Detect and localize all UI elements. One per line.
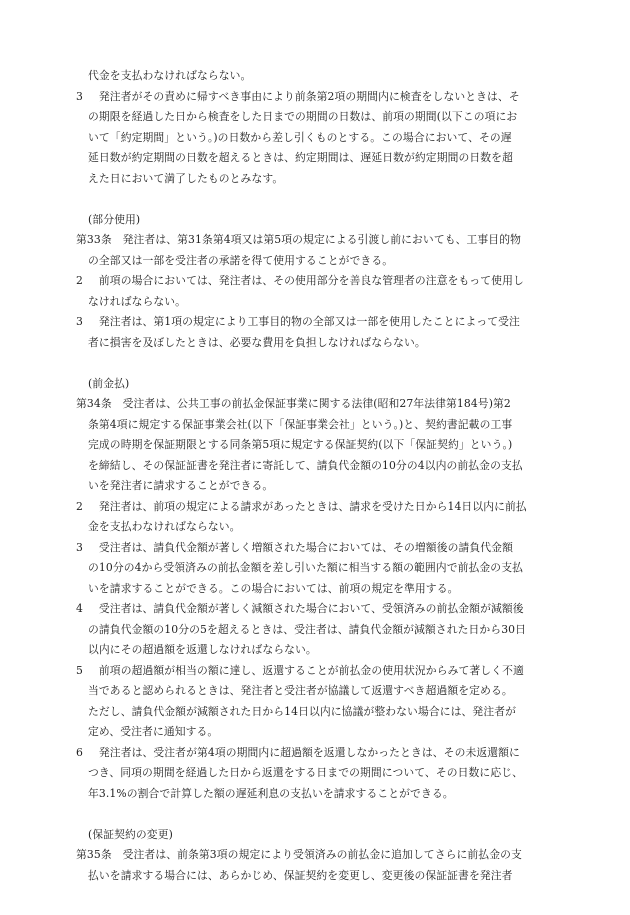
paragraph-text: 発注者は、受注者が第4項の期間内に超過額を返還しなかったときは、その未返還額に bbox=[88, 745, 520, 759]
continuation-line bbox=[76, 702, 554, 723]
line-text: 完成の時期を保証期限とする同条第5項に規定する保証契約(以下「保証契約」という。) bbox=[88, 438, 513, 451]
line-text: 代金を支払わなければならない。 bbox=[88, 69, 252, 82]
paragraph-number: 5 bbox=[76, 663, 83, 677]
line-text: いを発注者に請求することができる。 bbox=[88, 479, 274, 492]
paragraph-text: 発注者は、前項の規定による請求があったときは、請求を受けた日から14日以内に前払 bbox=[88, 499, 527, 513]
paragraph-item-line bbox=[76, 743, 554, 764]
article-first-line bbox=[76, 845, 554, 866]
paragraph-text: 発注者は、第1項の規定により工事目的物の全部又は一部を使用したことによって受注 bbox=[88, 315, 520, 328]
article-heading bbox=[76, 825, 554, 846]
blank-line bbox=[76, 804, 554, 825]
paragraph-number: 3 bbox=[76, 315, 83, 328]
article-heading-text: (前金払) bbox=[88, 376, 130, 390]
line-text: えた日において満了したものとみなす。 bbox=[88, 171, 284, 185]
line-text: 条第4項に規定する保証事業会社(以下「保証事業会社」という。)と、契約書記載の工事 bbox=[88, 417, 513, 431]
article-text: 第33条 発注者は、第31条第4項又は第5項の規定による引渡し前においても、工事目的物 bbox=[76, 233, 521, 246]
continuation-line bbox=[76, 66, 554, 87]
paragraph-text: 受注者は、請負代金額が著しく増額された場合においては、その増額後の請負代金額 bbox=[88, 540, 513, 554]
paragraph-item-line bbox=[76, 312, 554, 333]
paragraph-text: 前項の超過額が相当の額に達し、返還することが前払金の使用状況からみて著しく不適 bbox=[88, 663, 524, 677]
line-text: の期限を経過した日から検査をした日までの期間の日数は、前項の期間(以下この項にお bbox=[88, 110, 518, 123]
line-text: の10分の4から受領済みの前払金額を差し引いた額に相当する額の範囲内で前払金の支払 bbox=[88, 561, 523, 574]
line-text: の請負代金額の10分の5を超えるときは、受注者は、請負代金額が減額された日から30日 bbox=[88, 622, 527, 636]
paragraph-number: 2 bbox=[76, 499, 83, 513]
line-text: ただし、請負代金額が減額された日から14日以内に協議が整わない場合には、発注者が bbox=[88, 704, 517, 718]
paragraph-item-line bbox=[76, 538, 554, 559]
article-first-line bbox=[76, 230, 554, 251]
continuation-line bbox=[76, 456, 554, 477]
line-text: 金を支払わなければならない。 bbox=[88, 520, 241, 533]
continuation-line bbox=[76, 415, 554, 436]
article-first-line bbox=[76, 394, 554, 415]
line-text: の全部又は一部を受注者の承諾を得て使用することができる。 bbox=[88, 253, 394, 267]
article-heading-text: (保証契約の変更) bbox=[88, 827, 173, 841]
paragraph-item-line bbox=[76, 87, 554, 108]
continuation-line bbox=[76, 579, 554, 600]
paragraph-item-line bbox=[76, 271, 554, 292]
paragraph-number: 2 bbox=[76, 274, 83, 287]
document-body bbox=[76, 66, 554, 886]
paragraph-number: 4 bbox=[76, 602, 83, 615]
line-text: 延日数が約定期間の日数を超えるときは、約定期間は、遅延日数が約定期間の日数を超 bbox=[88, 151, 513, 164]
line-text: なければならない。 bbox=[88, 294, 187, 308]
line-text: つき、同項の期間を経過した日から返還をする日までの期間について、その日数に応じ、 bbox=[88, 766, 524, 779]
blank-line bbox=[76, 353, 554, 374]
paragraph-item-line bbox=[76, 599, 554, 620]
continuation-line bbox=[76, 784, 554, 805]
line-text: いを請求することができる。この場合においては、前項の規定を準用する。 bbox=[88, 581, 459, 595]
continuation-line bbox=[76, 620, 554, 641]
line-text: 払いを請求する場合には、あらかじめ、保証契約を変更し、変更後の保証証書を発注者 bbox=[88, 868, 513, 882]
continuation-line bbox=[76, 763, 554, 784]
continuation-line bbox=[76, 681, 554, 702]
continuation-line bbox=[76, 107, 554, 128]
continuation-line bbox=[76, 251, 554, 272]
blank-line bbox=[76, 189, 554, 210]
continuation-line bbox=[76, 128, 554, 149]
article-text: 第34条 受注者は、公共工事の前払金保証事業に関する法律(昭和27年法律第184号)第2 bbox=[76, 397, 511, 410]
paragraph-item-line bbox=[76, 661, 554, 682]
paragraph-number: 3 bbox=[76, 540, 83, 554]
line-text: 定め、受注者に通知する。 bbox=[88, 725, 219, 738]
continuation-line bbox=[76, 169, 554, 190]
article-heading-text: (部分使用) bbox=[88, 212, 141, 226]
paragraph-text: 発注者がその責めに帰すべき事由により前条第2項の期間内に検査をしないときは、そ bbox=[88, 89, 520, 103]
paragraph-number: 6 bbox=[76, 745, 83, 759]
article-heading bbox=[76, 374, 554, 395]
paragraph-number: 3 bbox=[76, 89, 83, 103]
article-text: 第35条 受注者は、前条第3項の規定により受領済みの前払金に追加してさらに前払金の支 bbox=[76, 848, 522, 861]
line-text: を締結し、その保証証書を発注者に寄託して、請負代金額の10分の4以内の前払金の支払 bbox=[88, 458, 523, 472]
continuation-line bbox=[76, 476, 554, 497]
continuation-line bbox=[76, 435, 554, 456]
paragraph-item-line bbox=[76, 497, 554, 518]
continuation-line bbox=[76, 558, 554, 579]
continuation-line bbox=[76, 722, 554, 743]
line-text: 当であると認められるときは、発注者と受注者が協議して返還すべき超過額を定める。 bbox=[88, 684, 513, 697]
line-text: 者に損害を及ぼしたときは、必要な費用を負担しなければならない。 bbox=[88, 335, 426, 349]
line-text: いて「約定期間」という。)の日数から差し引くものとする。この場合において、その遅 bbox=[88, 130, 512, 144]
continuation-line bbox=[76, 292, 554, 313]
article-heading bbox=[76, 210, 554, 231]
continuation-line bbox=[76, 148, 554, 169]
paragraph-text: 前項の場合においては、発注者は、その使用部分を善良な管理者の注意をもって使用し bbox=[88, 274, 524, 287]
continuation-line bbox=[76, 333, 554, 354]
continuation-line bbox=[76, 640, 554, 661]
continuation-line bbox=[76, 866, 554, 887]
continuation-line bbox=[76, 517, 554, 538]
paragraph-text: 受注者は、請負代金額が著しく減額された場合において、受領済みの前払金額が減額後 bbox=[88, 602, 524, 615]
line-text: 年3.1%の割合で計算した額の遅延利息の支払いを請求することができる。 bbox=[88, 786, 454, 800]
line-text: 以内にその超過額を返還しなければならない。 bbox=[88, 643, 317, 656]
